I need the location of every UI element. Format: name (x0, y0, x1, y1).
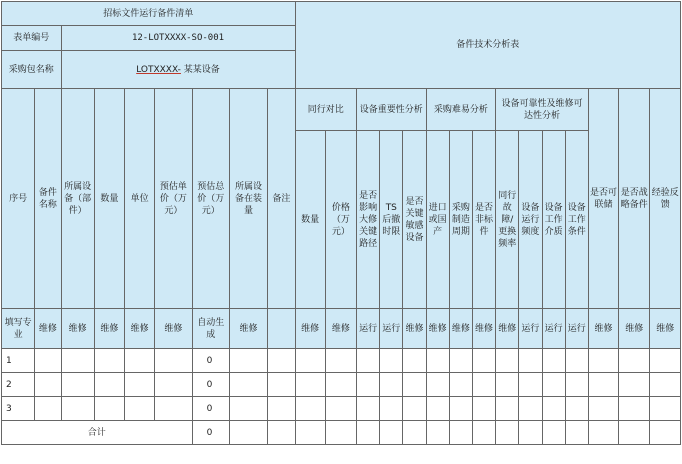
cell[interactable] (268, 421, 295, 445)
cell[interactable] (426, 397, 449, 421)
fill-cell: 运行 (542, 309, 565, 349)
col-rel-condition: 设备工作条件 (565, 131, 588, 309)
cell[interactable] (155, 349, 192, 373)
cell[interactable] (542, 373, 565, 397)
col-rel-failure: 同行故障/更换频率 (496, 131, 519, 309)
cell[interactable] (268, 397, 295, 421)
fill-cell: 维修 (325, 309, 356, 349)
col-unit: 单位 (125, 89, 155, 309)
cell[interactable] (403, 421, 426, 445)
cell[interactable] (650, 373, 681, 397)
col-equipment-installed: 所属设备在装量 (229, 89, 267, 309)
col-quantity: 数量 (94, 89, 124, 309)
cell[interactable] (295, 349, 325, 373)
fill-cell: 运行 (519, 309, 542, 349)
cell[interactable] (94, 397, 124, 421)
cell[interactable] (229, 373, 267, 397)
cell[interactable] (588, 397, 618, 421)
cell[interactable] (357, 373, 380, 397)
cell[interactable] (496, 349, 519, 373)
cell[interactable] (449, 349, 472, 373)
cell[interactable] (449, 397, 472, 421)
col-est-unit-price: 预估单价（万元） (155, 89, 192, 309)
col-est-total-price: 预估总价（万元） (192, 89, 229, 309)
fill-cell (268, 309, 295, 349)
cell[interactable] (519, 349, 542, 373)
cell[interactable] (496, 373, 519, 397)
fill-cell: 维修 (449, 309, 472, 349)
package-name: 某某设备 (180, 64, 220, 75)
cell[interactable] (449, 373, 472, 397)
cell[interactable] (325, 421, 356, 445)
row-total: 0 (192, 373, 229, 397)
package-code: LOTXXXX- (136, 64, 181, 75)
cell[interactable] (380, 421, 403, 445)
fill-cell: 运行 (380, 309, 403, 349)
col-joint-storage: 是否可联储 (588, 89, 618, 309)
group-reliability: 设备可靠性及维修可达性分析 (496, 89, 589, 131)
col-strategic: 是否战略备件 (619, 89, 650, 309)
table-row (2, 349, 681, 373)
col-equipment-part: 所属设备（部件） (61, 89, 94, 309)
fill-cell: 维修 (61, 309, 94, 349)
cell[interactable] (380, 373, 403, 397)
sum-total: 0 (192, 421, 229, 445)
col-peer-price: 价格（万元） (325, 131, 356, 309)
package-label: 采购包名称 (2, 51, 62, 89)
cell[interactable] (619, 421, 650, 445)
cell[interactable] (588, 373, 618, 397)
col-peer-qty: 数量 (295, 131, 325, 309)
cell[interactable] (61, 397, 94, 421)
fill-cell: 运行 (357, 309, 380, 349)
cell[interactable] (426, 373, 449, 397)
cell[interactable] (650, 397, 681, 421)
cell[interactable] (542, 349, 565, 373)
fill-cell: 自动生成 (192, 309, 229, 349)
fill-cell: 维修 (472, 309, 495, 349)
fill-cell: 维修 (403, 309, 426, 349)
cell[interactable] (650, 349, 681, 373)
cell[interactable] (380, 397, 403, 421)
cell[interactable] (325, 349, 356, 373)
cell[interactable] (357, 421, 380, 445)
form-number-label: 表单编号 (2, 26, 62, 51)
fill-cell: 维修 (496, 309, 519, 349)
list-title: 招标文件运行备件清单 (2, 2, 296, 26)
cell[interactable] (295, 421, 325, 445)
fill-cell: 维修 (619, 309, 650, 349)
cell[interactable] (125, 373, 155, 397)
row-seq: 2 (2, 373, 35, 397)
cell[interactable] (542, 421, 565, 445)
cell[interactable] (94, 373, 124, 397)
cell[interactable] (519, 397, 542, 421)
col-rel-medium: 设备工作介质 (542, 131, 565, 309)
cell[interactable] (588, 349, 618, 373)
cell[interactable] (565, 373, 588, 397)
cell[interactable] (426, 421, 449, 445)
cell[interactable] (565, 421, 588, 445)
cell[interactable] (565, 397, 588, 421)
cell[interactable] (472, 349, 495, 373)
package-value (61, 51, 295, 89)
fill-cell: 维修 (94, 309, 124, 349)
cell[interactable] (472, 397, 495, 421)
col-proc-import: 进口或国产 (426, 131, 449, 309)
cell[interactable] (35, 373, 61, 397)
cell[interactable] (380, 349, 403, 373)
cell[interactable] (268, 373, 295, 397)
cell[interactable] (295, 397, 325, 421)
cell[interactable] (94, 349, 124, 373)
group-procure-difficulty: 采购难易分析 (426, 89, 496, 131)
row-total: 0 (192, 349, 229, 373)
col-seq: 序号 (2, 89, 35, 309)
cell[interactable] (449, 421, 472, 445)
cell[interactable] (403, 349, 426, 373)
cell[interactable] (472, 421, 495, 445)
sum-label: 合计 (2, 421, 193, 445)
col-imp-key-sensitive: 是否关键敏感设备 (403, 131, 426, 309)
cell[interactable] (496, 421, 519, 445)
cell[interactable] (619, 349, 650, 373)
cell[interactable] (519, 373, 542, 397)
cell[interactable] (403, 397, 426, 421)
cell[interactable] (619, 397, 650, 421)
fill-cell: 维修 (155, 309, 192, 349)
col-remark: 备注 (268, 89, 295, 309)
cell[interactable] (565, 349, 588, 373)
cell[interactable] (496, 397, 519, 421)
fill-row-label: 填写专业 (2, 309, 35, 349)
row-seq: 3 (2, 397, 35, 421)
cell[interactable] (650, 421, 681, 445)
cell[interactable] (357, 397, 380, 421)
cell[interactable] (325, 373, 356, 397)
col-spare-name: 备件名称 (35, 89, 61, 309)
cell[interactable] (619, 373, 650, 397)
cell[interactable] (268, 349, 295, 373)
col-rel-frequency: 设备运行频度 (519, 131, 542, 309)
cell[interactable] (403, 373, 426, 397)
cell[interactable] (35, 349, 61, 373)
cell[interactable] (229, 421, 267, 445)
analysis-title: 备件技术分析表 (295, 2, 681, 89)
fill-cell: 运行 (565, 309, 588, 349)
row-total: 0 (192, 397, 229, 421)
cell[interactable] (325, 397, 356, 421)
form-number-value: 12-LOTXXXX-SO-001 (61, 26, 295, 51)
cell[interactable] (61, 373, 94, 397)
cell[interactable] (357, 349, 380, 373)
table-row (2, 373, 681, 397)
cell[interactable] (426, 349, 449, 373)
fill-cell: 维修 (125, 309, 155, 349)
table-row (2, 397, 681, 421)
cell[interactable] (588, 421, 618, 445)
col-imp-ts-deadline: TS后撤时限 (380, 131, 403, 309)
cell[interactable] (295, 373, 325, 397)
col-proc-nonstandard: 是否非标件 (472, 131, 495, 309)
cell[interactable] (229, 397, 267, 421)
fill-cell: 维修 (35, 309, 61, 349)
fill-cell: 维修 (295, 309, 325, 349)
sum-row (2, 421, 681, 445)
cell[interactable] (125, 349, 155, 373)
cell[interactable] (35, 397, 61, 421)
col-feedback: 经验反馈 (650, 89, 681, 309)
col-proc-cycle: 采购制造周期 (449, 131, 472, 309)
cell[interactable] (229, 349, 267, 373)
cell[interactable] (472, 373, 495, 397)
cell[interactable] (542, 397, 565, 421)
cell[interactable] (125, 397, 155, 421)
fill-cell: 维修 (229, 309, 267, 349)
cell[interactable] (61, 349, 94, 373)
cell[interactable] (519, 421, 542, 445)
fill-cell: 维修 (650, 309, 681, 349)
spare-parts-table (1, 1, 681, 445)
fill-cell: 维修 (588, 309, 618, 349)
fill-cell: 维修 (426, 309, 449, 349)
row-seq: 1 (2, 349, 35, 373)
col-imp-critical-path: 是否影响大修关键路径 (357, 131, 380, 309)
cell[interactable] (155, 373, 192, 397)
cell[interactable] (155, 397, 192, 421)
group-importance: 设备重要性分析 (357, 89, 427, 131)
group-peer-compare: 同行对比 (295, 89, 357, 131)
